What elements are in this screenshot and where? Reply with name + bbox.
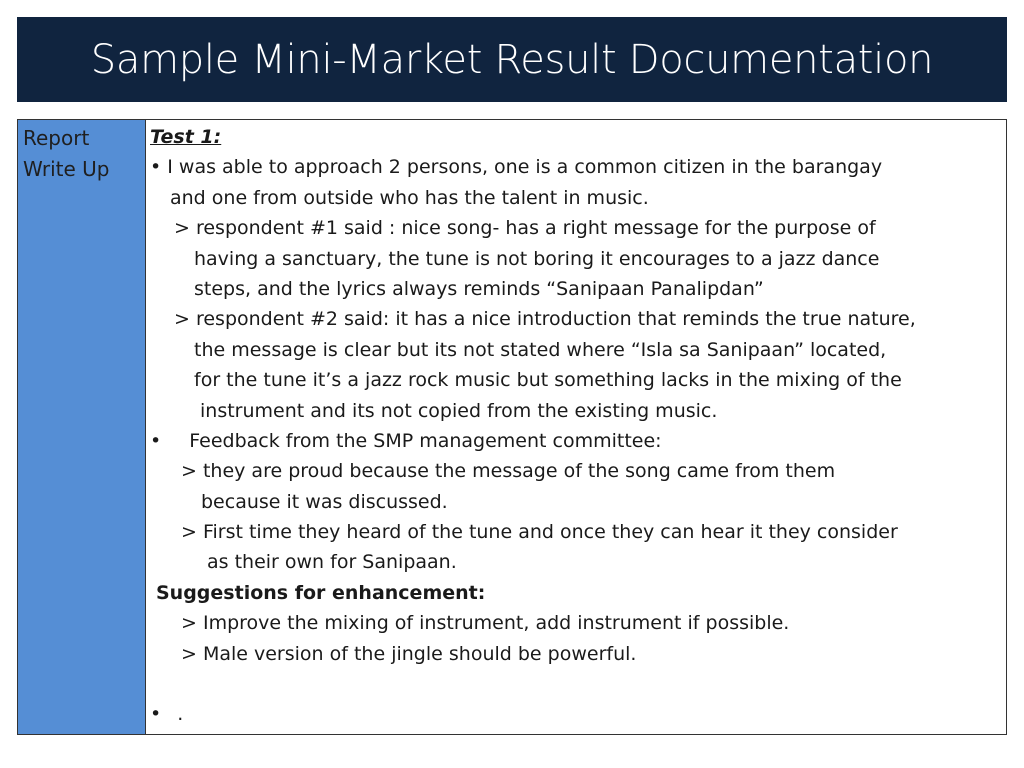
bullet-marker: • [150,156,162,179]
feedback2-line2: as their own for Sanipaan. [207,551,457,574]
report-label-cell [18,120,146,734]
bullet-approach-line1: I was able to approach 2 persons, one is a common citizen in the barangay [167,156,883,179]
bullet-dot [150,699,1006,729]
bullet-feedback-text: Feedback from the SMP management committee: [189,429,662,452]
respondent2-line1: > respondent #2 said: it has a nice introduction that reminds the true nature, [174,308,916,331]
test-heading: Test 1: [150,126,222,148]
bullet-dot-text: . [177,703,184,726]
report-table [17,119,1007,735]
respondent2-line3: for the tune it’s a jazz rock music but something lacks in the mixing of the [194,369,902,392]
bullet-feedback [150,426,1006,456]
report-body-cell [146,120,1006,734]
suggestions-heading: Suggestions for enhancement: [156,581,486,604]
feedback1-line1: > they are proud because the message of the song came from them [181,460,836,483]
bullet-marker: • [150,429,162,452]
feedback2-line1: > First time they heard of the tune and once they can hear it they consider [181,521,898,544]
bullet-approach-line2: and one from outside who has the talent in music. [170,186,649,209]
label-line-write-up: Write Up [23,157,110,181]
feedback1-line2: because it was discussed. [201,490,448,513]
slide-title-bar [17,17,1007,102]
suggestion-2: > Male version of the jingle should be powerful. [181,642,637,665]
label-line-report: Report [23,126,90,150]
respondent1-line3: steps, and the lyrics always reminds “Sanipaan Panalipdan” [194,277,764,300]
respondent1-line1: > respondent #1 said : nice song- has a right message for the purpose of [174,217,876,240]
blank-line [150,669,1006,699]
respondent2-line2: the message is clear but its not stated where “Isla sa Sanipaan” located, [194,338,887,361]
bullet-marker: • [150,703,162,726]
bullet-approach [150,152,1006,182]
slide-title: Sample Mini-Market Result Documentation [90,36,934,83]
respondent2-line4: instrument and its not copied from the existing music. [200,399,718,422]
suggestion-1: > Improve the mixing of instrument, add instrument if possible. [181,612,790,635]
respondent1-line2: having a sanctuary, the tune is not boring it encourages to a jazz dance [194,247,880,270]
